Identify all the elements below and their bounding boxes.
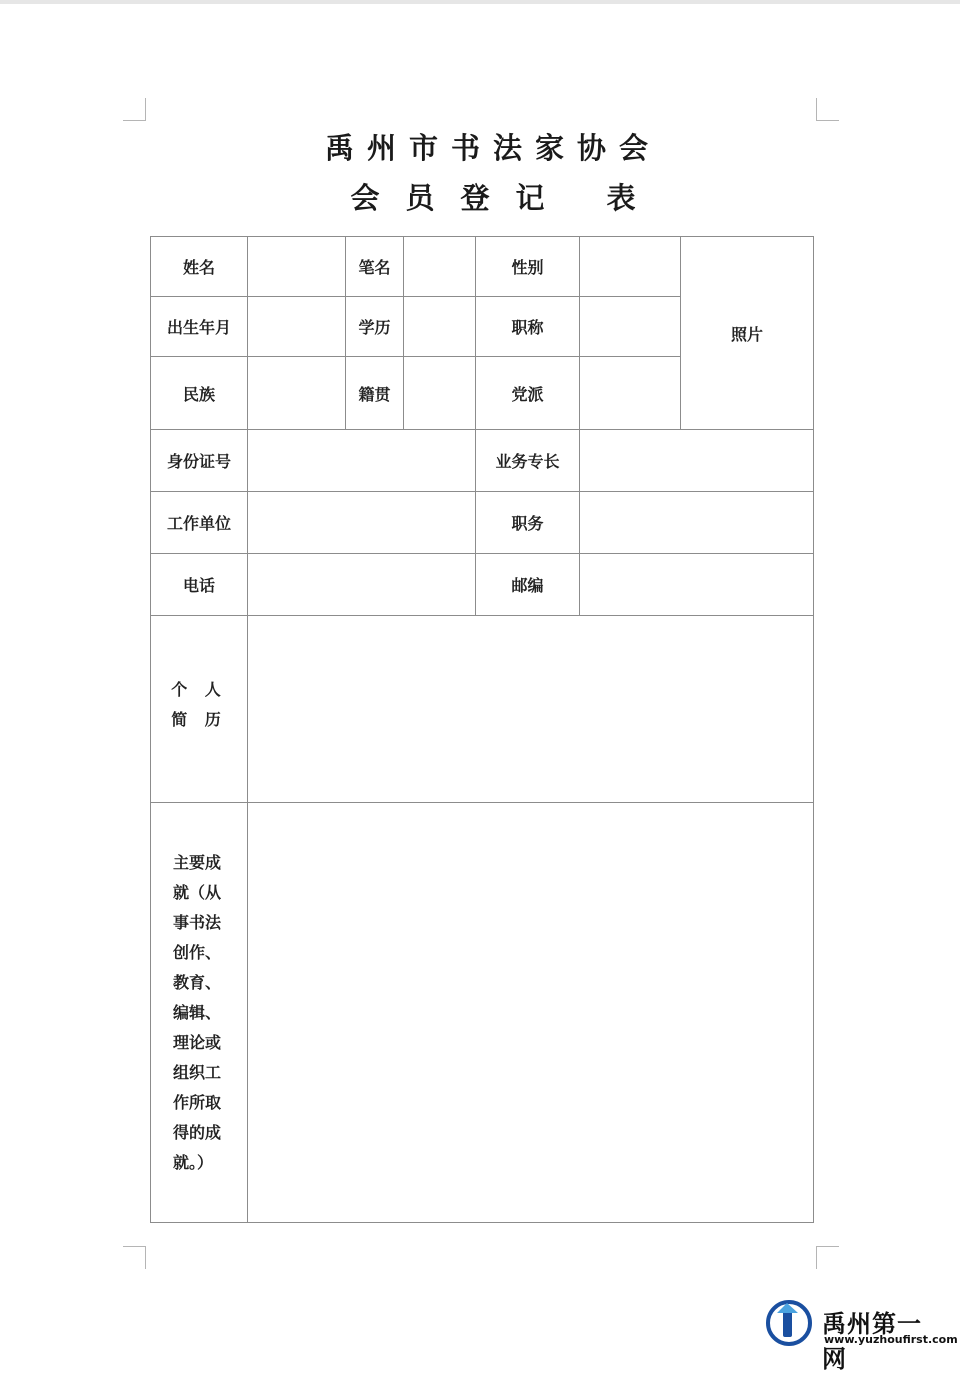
achievements-line: 作所取 [173,1092,222,1112]
field-ethnicity[interactable] [248,357,346,430]
label-education: 学历 [346,297,404,357]
label-phone: 电话 [151,554,248,616]
field-pen-name[interactable] [404,237,476,297]
field-specialty[interactable] [580,430,814,492]
field-postcode[interactable] [580,554,814,616]
watermark-site-name: 禹州第一网 [822,1310,922,1373]
label-resume [151,616,248,803]
achievements-line: 教育、 [173,972,222,992]
field-id-number[interactable] [248,430,476,492]
achievements-line: 组织工 [173,1062,222,1082]
achievements-line: 主要成 [173,852,222,872]
label-title-rank: 职称 [476,297,580,357]
crop-mark-bottom-right [816,1246,839,1269]
top-edge-bar [0,0,960,4]
field-resume[interactable] [248,616,814,803]
document-subtitle: 会员登记 表 [350,181,662,215]
label-id-number: 身份证号 [151,430,248,492]
label-position: 职务 [476,492,580,554]
label-resume-line1: 个 人 [171,680,227,699]
photo-cell[interactable] [681,237,814,430]
label-ethnicity: 民族 [151,357,248,430]
label-specialty: 业务专长 [476,430,580,492]
label-pen-name: 笔名 [346,237,404,297]
achievements-line: 事书法 [173,912,222,932]
site-watermark [766,1300,958,1373]
label-resume-line2: 简 历 [171,710,227,729]
crop-mark-top-right [816,98,839,121]
label-birth: 出生年月 [151,297,248,357]
achievements-line: 编辑、 [173,1002,222,1022]
field-name[interactable] [248,237,346,297]
achievements-line: 得的成 [173,1122,222,1142]
field-workplace[interactable] [248,492,476,554]
document-title: 禹州市书法家协会 [324,131,661,165]
field-education[interactable] [404,297,476,357]
achievements-text [173,848,225,1178]
field-gender[interactable] [580,237,681,297]
field-achievements[interactable] [248,803,814,1223]
label-gender: 性别 [476,237,580,297]
label-achievements [151,803,248,1223]
achievements-line: 就（从 [173,882,222,902]
field-phone[interactable] [248,554,476,616]
achievements-line: 创作、 [173,942,222,962]
field-hometown[interactable] [404,357,476,430]
field-party[interactable] [580,357,681,430]
field-birth[interactable] [248,297,346,357]
achievements-line: 就。） [173,1152,214,1172]
label-photo: 照片 [730,324,763,344]
label-party: 党派 [476,357,580,430]
registration-form-table [150,236,814,1223]
field-position[interactable] [580,492,814,554]
label-hometown: 籍贯 [346,357,404,430]
crop-mark-bottom-left [123,1246,146,1269]
label-postcode: 邮编 [476,554,580,616]
field-title-rank[interactable] [580,297,681,357]
crop-mark-top-left [123,98,146,121]
logo-arrow-icon [783,1309,792,1337]
label-workplace: 工作单位 [151,492,248,554]
watermark-url: www.yuzhoufirst.com [824,1333,958,1346]
label-name: 姓名 [151,237,248,297]
achievements-line: 理论或 [173,1032,222,1052]
